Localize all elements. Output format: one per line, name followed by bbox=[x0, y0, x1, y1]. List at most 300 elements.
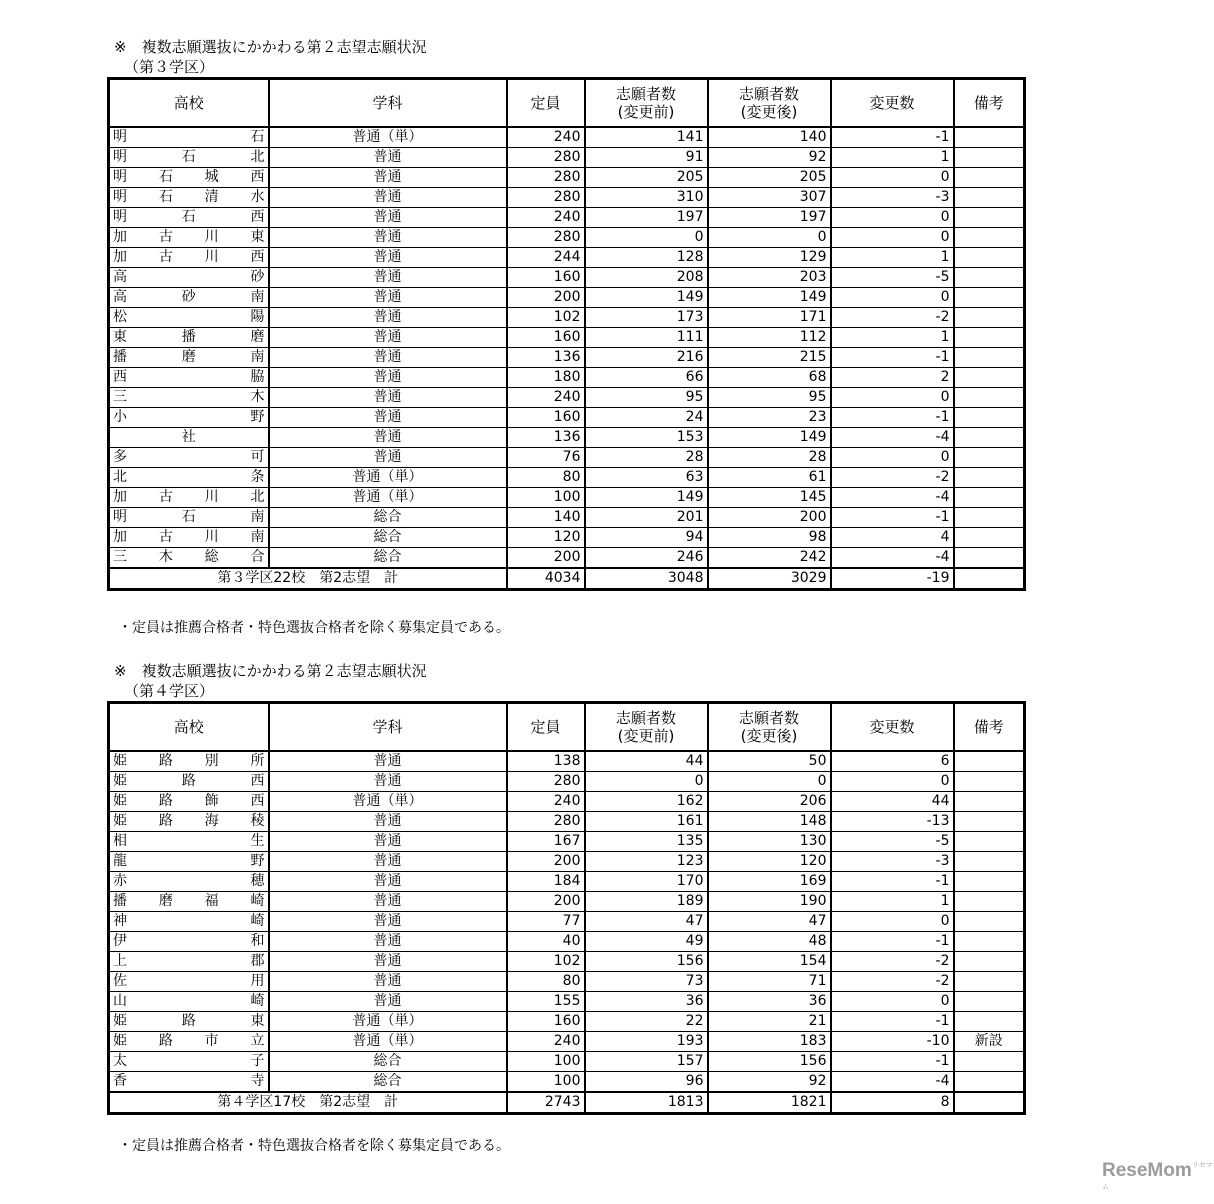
header-school: 高校 bbox=[109, 703, 269, 751]
cell-after: 48 bbox=[708, 931, 831, 951]
header-capacity: 定員 bbox=[507, 703, 585, 751]
cell-change: 4 bbox=[831, 527, 954, 547]
cell-remarks bbox=[954, 167, 1025, 187]
cell-capacity: 240 bbox=[507, 1031, 585, 1051]
cell-school bbox=[109, 367, 269, 387]
cell-capacity: 240 bbox=[507, 127, 585, 148]
cell-remarks: 新設 bbox=[954, 1031, 1025, 1051]
cell-dept: 普通 bbox=[269, 427, 507, 447]
cell-before: 94 bbox=[585, 527, 708, 547]
table-row bbox=[109, 267, 1025, 287]
school-name: 三 木 総 合 bbox=[113, 548, 265, 565]
cell-change: -2 bbox=[831, 307, 954, 327]
header-capacity: 定員 bbox=[507, 79, 585, 127]
school-name: 姫 路 海 稜 bbox=[113, 812, 265, 829]
cell-school bbox=[109, 227, 269, 247]
cell-school bbox=[109, 487, 269, 507]
cell-change: 0 bbox=[831, 207, 954, 227]
cell-after: 156 bbox=[708, 1051, 831, 1071]
cell-change: -2 bbox=[831, 971, 954, 991]
cell-capacity: 102 bbox=[507, 951, 585, 971]
cell-dept: 普通 bbox=[269, 751, 507, 772]
school-name: 多 可 bbox=[113, 448, 265, 465]
applicant-table bbox=[107, 701, 1026, 1115]
cell-before: 66 bbox=[585, 367, 708, 387]
cell-after: 23 bbox=[708, 407, 831, 427]
cell-before: 36 bbox=[585, 991, 708, 1011]
cell-capacity: 120 bbox=[507, 527, 585, 547]
cell-capacity: 100 bbox=[507, 487, 585, 507]
cell-dept: 普通 bbox=[269, 891, 507, 911]
cell-capacity: 80 bbox=[507, 467, 585, 487]
cell-remarks bbox=[954, 207, 1025, 227]
school-name: 社 bbox=[181, 428, 196, 445]
total-after: 1821 bbox=[708, 1092, 831, 1114]
table-row bbox=[109, 811, 1025, 831]
cell-before: 170 bbox=[585, 871, 708, 891]
cell-before: 173 bbox=[585, 307, 708, 327]
school-name: 明 石 清 水 bbox=[113, 188, 265, 205]
cell-remarks bbox=[954, 187, 1025, 207]
table-row bbox=[109, 1031, 1025, 1051]
cell-after: 36 bbox=[708, 991, 831, 1011]
table-row bbox=[109, 891, 1025, 911]
cell-dept: 普通 bbox=[269, 931, 507, 951]
cell-change: -1 bbox=[831, 407, 954, 427]
cell-school bbox=[109, 507, 269, 527]
cell-dept: 普通（単） bbox=[269, 1011, 507, 1031]
cell-school bbox=[109, 467, 269, 487]
cell-after: 171 bbox=[708, 307, 831, 327]
school-name: 伊 和 bbox=[113, 932, 265, 949]
cell-change: 0 bbox=[831, 387, 954, 407]
cell-school bbox=[109, 327, 269, 347]
school-name: 姫 路 別 所 bbox=[113, 752, 265, 769]
cell-remarks bbox=[954, 267, 1025, 287]
cell-dept: 普通 bbox=[269, 207, 507, 227]
cell-after: 197 bbox=[708, 207, 831, 227]
cell-after: 140 bbox=[708, 127, 831, 148]
table-row bbox=[109, 487, 1025, 507]
cell-change: 44 bbox=[831, 791, 954, 811]
cell-before: 189 bbox=[585, 891, 708, 911]
cell-before: 96 bbox=[585, 1071, 708, 1092]
cell-dept: 総合 bbox=[269, 547, 507, 568]
cell-remarks bbox=[954, 891, 1025, 911]
cell-after: 47 bbox=[708, 911, 831, 931]
cell-before: 135 bbox=[585, 831, 708, 851]
table-row bbox=[109, 327, 1025, 347]
cell-before: 153 bbox=[585, 427, 708, 447]
cell-remarks bbox=[954, 307, 1025, 327]
cell-before: 111 bbox=[585, 327, 708, 347]
table-row bbox=[109, 367, 1025, 387]
table-row bbox=[109, 991, 1025, 1011]
cell-capacity: 200 bbox=[507, 851, 585, 871]
cell-dept: 普通 bbox=[269, 447, 507, 467]
header-change: 変更数 bbox=[831, 703, 954, 751]
cell-change: 1 bbox=[831, 147, 954, 167]
cell-change: 0 bbox=[831, 447, 954, 467]
cell-after: 307 bbox=[708, 187, 831, 207]
table-row bbox=[109, 187, 1025, 207]
cell-after: 149 bbox=[708, 287, 831, 307]
table-row bbox=[109, 427, 1025, 447]
cell-capacity: 280 bbox=[507, 167, 585, 187]
cell-after: 95 bbox=[708, 387, 831, 407]
cell-change: 0 bbox=[831, 287, 954, 307]
school-name: 高 砂 南 bbox=[113, 288, 265, 305]
table-row bbox=[109, 147, 1025, 167]
cell-change: -1 bbox=[831, 507, 954, 527]
table-row bbox=[109, 971, 1025, 991]
cell-school bbox=[109, 771, 269, 791]
cell-school bbox=[109, 427, 269, 447]
cell-capacity: 160 bbox=[507, 1011, 585, 1031]
cell-before: 0 bbox=[585, 227, 708, 247]
cell-school bbox=[109, 951, 269, 971]
cell-change: -1 bbox=[831, 347, 954, 367]
cell-dept: 普通（単） bbox=[269, 791, 507, 811]
cell-before: 310 bbox=[585, 187, 708, 207]
cell-capacity: 160 bbox=[507, 327, 585, 347]
cell-school bbox=[109, 791, 269, 811]
applicant-table bbox=[107, 77, 1026, 591]
cell-after: 190 bbox=[708, 891, 831, 911]
table-row bbox=[109, 931, 1025, 951]
table-row bbox=[109, 911, 1025, 931]
school-name: 龍 野 bbox=[113, 852, 265, 869]
cell-after: 61 bbox=[708, 467, 831, 487]
cell-change: -4 bbox=[831, 487, 954, 507]
cell-change: -1 bbox=[831, 931, 954, 951]
cell-after: 0 bbox=[708, 227, 831, 247]
cell-dept: 普通 bbox=[269, 367, 507, 387]
cell-change: -5 bbox=[831, 831, 954, 851]
cell-capacity: 40 bbox=[507, 931, 585, 951]
table-row bbox=[109, 127, 1025, 148]
cell-change: 1 bbox=[831, 891, 954, 911]
school-name: 西 脇 bbox=[113, 368, 265, 385]
cell-after: 120 bbox=[708, 851, 831, 871]
cell-school bbox=[109, 751, 269, 772]
cell-after: 154 bbox=[708, 951, 831, 971]
district-label: （第４学区） bbox=[124, 682, 215, 700]
cell-change: 0 bbox=[831, 227, 954, 247]
resemom-logo: ReseMom$^{リセマム}$ bbox=[1102, 1160, 1213, 1191]
cell-change: 0 bbox=[831, 991, 954, 1011]
cell-before: 123 bbox=[585, 851, 708, 871]
cell-dept: 普通 bbox=[269, 971, 507, 991]
cell-school bbox=[109, 127, 269, 148]
cell-capacity: 138 bbox=[507, 751, 585, 772]
cell-school bbox=[109, 207, 269, 227]
cell-capacity: 240 bbox=[507, 387, 585, 407]
cell-before: 63 bbox=[585, 467, 708, 487]
cell-before: 149 bbox=[585, 287, 708, 307]
cell-remarks bbox=[954, 991, 1025, 1011]
cell-after: 112 bbox=[708, 327, 831, 347]
cell-capacity: 76 bbox=[507, 447, 585, 467]
cell-change: 0 bbox=[831, 771, 954, 791]
school-name: 佐 用 bbox=[113, 972, 265, 989]
cell-capacity: 200 bbox=[507, 547, 585, 568]
cell-change: -1 bbox=[831, 1051, 954, 1071]
cell-school bbox=[109, 1031, 269, 1051]
cell-remarks bbox=[954, 367, 1025, 387]
school-name: 姫 路 飾 西 bbox=[113, 792, 265, 809]
header-dept: 学科 bbox=[269, 79, 507, 127]
school-name: 赤 穂 bbox=[113, 872, 265, 889]
cell-remarks bbox=[954, 811, 1025, 831]
cell-capacity: 102 bbox=[507, 307, 585, 327]
cell-before: 28 bbox=[585, 447, 708, 467]
cell-remarks bbox=[954, 931, 1025, 951]
table-row bbox=[109, 467, 1025, 487]
school-name: 加 古 川 東 bbox=[113, 228, 265, 245]
cell-school bbox=[109, 931, 269, 951]
cell-remarks bbox=[954, 147, 1025, 167]
cell-school bbox=[109, 167, 269, 187]
cell-dept: 普通 bbox=[269, 247, 507, 267]
section-title: ※ 複数志願選抜にかかわる第２志望志願状況 bbox=[114, 38, 427, 56]
cell-remarks bbox=[954, 1071, 1025, 1092]
school-name: 明 石 北 bbox=[113, 148, 265, 165]
cell-capacity: 244 bbox=[507, 247, 585, 267]
cell-school bbox=[109, 347, 269, 367]
cell-change: 6 bbox=[831, 751, 954, 772]
cell-after: 21 bbox=[708, 1011, 831, 1031]
cell-capacity: 77 bbox=[507, 911, 585, 931]
table-row bbox=[109, 951, 1025, 971]
cell-dept: 普通 bbox=[269, 407, 507, 427]
cell-remarks bbox=[954, 547, 1025, 568]
cell-after: 0 bbox=[708, 771, 831, 791]
cell-remarks bbox=[954, 487, 1025, 507]
header-school: 高校 bbox=[109, 79, 269, 127]
cell-school bbox=[109, 547, 269, 568]
school-name: 神 崎 bbox=[113, 912, 265, 929]
school-name: 加 古 川 北 bbox=[113, 488, 265, 505]
cell-capacity: 100 bbox=[507, 1071, 585, 1092]
school-name: 山 崎 bbox=[113, 992, 265, 1009]
cell-capacity: 280 bbox=[507, 771, 585, 791]
cell-change: -3 bbox=[831, 851, 954, 871]
cell-dept: 総合 bbox=[269, 527, 507, 547]
table-body bbox=[109, 127, 1025, 590]
table-row bbox=[109, 1011, 1025, 1031]
cell-after: 215 bbox=[708, 347, 831, 367]
cell-remarks bbox=[954, 751, 1025, 772]
cell-capacity: 200 bbox=[507, 891, 585, 911]
school-name: 加 古 川 西 bbox=[113, 248, 265, 265]
school-name: 明 石 南 bbox=[113, 508, 265, 525]
cell-dept: 普通（単） bbox=[269, 127, 507, 148]
table-row bbox=[109, 547, 1025, 568]
cell-school bbox=[109, 851, 269, 871]
cell-dept: 普通 bbox=[269, 771, 507, 791]
cell-remarks bbox=[954, 387, 1025, 407]
cell-after: 205 bbox=[708, 167, 831, 187]
cell-dept: 普通（単） bbox=[269, 1031, 507, 1051]
total-change: 8 bbox=[831, 1092, 954, 1114]
cell-change: -1 bbox=[831, 127, 954, 148]
cell-remarks bbox=[954, 1011, 1025, 1031]
cell-school bbox=[109, 911, 269, 931]
cell-capacity: 240 bbox=[507, 207, 585, 227]
school-name: 播 磨 南 bbox=[113, 348, 265, 365]
cell-before: 205 bbox=[585, 167, 708, 187]
cell-school bbox=[109, 831, 269, 851]
cell-capacity: 100 bbox=[507, 1051, 585, 1071]
cell-change: 0 bbox=[831, 911, 954, 931]
cell-school bbox=[109, 307, 269, 327]
cell-after: 206 bbox=[708, 791, 831, 811]
cell-capacity: 200 bbox=[507, 287, 585, 307]
cell-before: 128 bbox=[585, 247, 708, 267]
school-name: 松 陽 bbox=[113, 308, 265, 325]
cell-before: 22 bbox=[585, 1011, 708, 1031]
cell-change: -2 bbox=[831, 951, 954, 971]
cell-school bbox=[109, 247, 269, 267]
header-applicants-after: 志願者数 (変更後) bbox=[708, 703, 831, 751]
header-applicants-before: 志願者数 (変更前) bbox=[585, 79, 708, 127]
cell-after: 183 bbox=[708, 1031, 831, 1051]
header-dept: 学科 bbox=[269, 703, 507, 751]
cell-remarks bbox=[954, 1051, 1025, 1071]
cell-dept: 総合 bbox=[269, 1051, 507, 1071]
header-change: 変更数 bbox=[831, 79, 954, 127]
school-name: 上 郡 bbox=[113, 952, 265, 969]
cell-after: 71 bbox=[708, 971, 831, 991]
cell-before: 208 bbox=[585, 267, 708, 287]
cell-capacity: 80 bbox=[507, 971, 585, 991]
school-name: 香 寺 bbox=[113, 1072, 265, 1089]
cell-before: 91 bbox=[585, 147, 708, 167]
cell-capacity: 280 bbox=[507, 811, 585, 831]
school-name: 姫 路 東 bbox=[113, 1012, 265, 1029]
cell-remarks bbox=[954, 871, 1025, 891]
total-label: 第４学区17校 第2志望 計 bbox=[109, 1092, 507, 1114]
cell-change: -4 bbox=[831, 547, 954, 568]
cell-before: 193 bbox=[585, 1031, 708, 1051]
cell-dept: 普通 bbox=[269, 167, 507, 187]
cell-remarks bbox=[954, 127, 1025, 148]
table-row bbox=[109, 207, 1025, 227]
table-row bbox=[109, 1051, 1025, 1071]
school-name: 播 磨 福 崎 bbox=[113, 892, 265, 909]
cell-dept: 普通 bbox=[269, 347, 507, 367]
table-row bbox=[109, 387, 1025, 407]
cell-capacity: 160 bbox=[507, 267, 585, 287]
table-row bbox=[109, 307, 1025, 327]
cell-before: 201 bbox=[585, 507, 708, 527]
table-row bbox=[109, 227, 1025, 247]
cell-before: 246 bbox=[585, 547, 708, 568]
cell-dept: 普通 bbox=[269, 147, 507, 167]
cell-capacity: 280 bbox=[507, 227, 585, 247]
cell-school bbox=[109, 1051, 269, 1071]
cell-change: -2 bbox=[831, 467, 954, 487]
cell-school bbox=[109, 891, 269, 911]
total-before: 1813 bbox=[585, 1092, 708, 1114]
header-remarks: 備考 bbox=[954, 703, 1025, 751]
cell-remarks bbox=[954, 407, 1025, 427]
cell-school bbox=[109, 147, 269, 167]
total-row bbox=[109, 568, 1025, 590]
table-row bbox=[109, 751, 1025, 772]
cell-before: 216 bbox=[585, 347, 708, 367]
cell-after: 68 bbox=[708, 367, 831, 387]
cell-after: 169 bbox=[708, 871, 831, 891]
cell-remarks bbox=[954, 507, 1025, 527]
footnote: ・定員は推薦合格者・特色選抜合格者を除く募集定員である。 bbox=[118, 1138, 510, 1154]
cell-after: 129 bbox=[708, 247, 831, 267]
school-name: 明 石 bbox=[113, 128, 265, 145]
cell-after: 203 bbox=[708, 267, 831, 287]
total-change: -19 bbox=[831, 568, 954, 590]
cell-dept: 普通（単） bbox=[269, 467, 507, 487]
district-label: （第３学区） bbox=[124, 58, 215, 76]
cell-dept: 普通 bbox=[269, 991, 507, 1011]
table-row bbox=[109, 287, 1025, 307]
cell-dept: 普通 bbox=[269, 187, 507, 207]
cell-dept: 普通 bbox=[269, 911, 507, 931]
cell-change: 1 bbox=[831, 327, 954, 347]
cell-before: 0 bbox=[585, 771, 708, 791]
cell-remarks bbox=[954, 247, 1025, 267]
total-capacity: 4034 bbox=[507, 568, 585, 590]
total-label: 第３学区22校 第2志望 計 bbox=[109, 568, 507, 590]
cell-school bbox=[109, 1011, 269, 1031]
school-name: 相 生 bbox=[113, 832, 265, 849]
cell-change: -3 bbox=[831, 187, 954, 207]
table-row bbox=[109, 447, 1025, 467]
cell-after: 50 bbox=[708, 751, 831, 772]
cell-before: 44 bbox=[585, 751, 708, 772]
cell-dept: 普通 bbox=[269, 267, 507, 287]
cell-capacity: 136 bbox=[507, 347, 585, 367]
table-row bbox=[109, 347, 1025, 367]
cell-change: 0 bbox=[831, 167, 954, 187]
school-name: 姫 路 西 bbox=[113, 772, 265, 789]
cell-before: 156 bbox=[585, 951, 708, 971]
cell-capacity: 184 bbox=[507, 871, 585, 891]
footnote: ・定員は推薦合格者・特色選抜合格者を除く募集定員である。 bbox=[118, 620, 510, 636]
cell-after: 200 bbox=[708, 507, 831, 527]
school-name: 太 子 bbox=[113, 1052, 265, 1069]
total-remarks bbox=[954, 568, 1025, 590]
cell-before: 161 bbox=[585, 811, 708, 831]
cell-remarks bbox=[954, 831, 1025, 851]
total-capacity: 2743 bbox=[507, 1092, 585, 1114]
cell-dept: 総合 bbox=[269, 1071, 507, 1092]
school-name: 明 石 城 西 bbox=[113, 168, 265, 185]
cell-change: -1 bbox=[831, 1011, 954, 1031]
cell-before: 157 bbox=[585, 1051, 708, 1071]
cell-before: 49 bbox=[585, 931, 708, 951]
cell-school bbox=[109, 1071, 269, 1092]
cell-after: 92 bbox=[708, 147, 831, 167]
cell-change: -10 bbox=[831, 1031, 954, 1051]
school-name: 小 野 bbox=[113, 408, 265, 425]
cell-school bbox=[109, 971, 269, 991]
cell-dept: 普通 bbox=[269, 951, 507, 971]
cell-remarks bbox=[954, 287, 1025, 307]
table-row bbox=[109, 851, 1025, 871]
cell-before: 47 bbox=[585, 911, 708, 931]
cell-dept: 普通 bbox=[269, 287, 507, 307]
